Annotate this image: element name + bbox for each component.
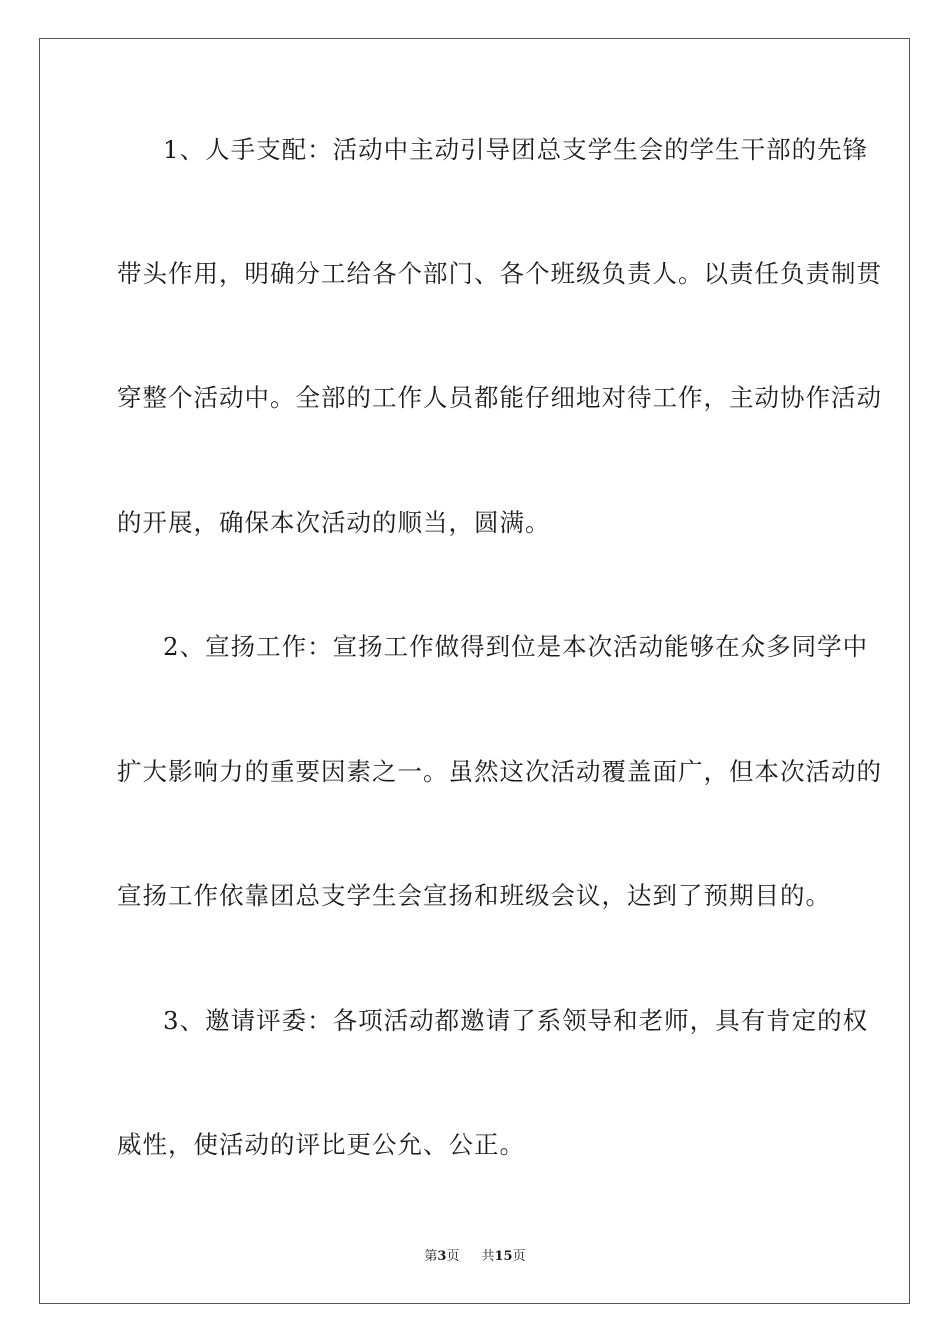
paragraph-3-line-2: 威性，使活动的评比更公允、公正。	[117, 1130, 525, 1159]
page-footer	[0, 1245, 950, 1264]
paragraph-1-line-3: 穿整个活动中。全部的工作人员都能仔细地对待工作，主动协作活动	[117, 383, 882, 412]
total-pages: 15	[494, 1249, 513, 1264]
paragraph-2-line-2: 扩大影响力的重要因素之一。虽然这次活动覆盖面广，但本次活动的	[117, 757, 882, 786]
paragraph-2-line-3: 宣扬工作依靠团总支学生会宣扬和班级会议，达到了预期目的。	[117, 881, 831, 910]
page-prefix: 第	[424, 1249, 438, 1264]
paragraph-1-line-1: 1、人手支配：活动中主动引导团总支学生会的学生干部的先锋	[163, 135, 869, 164]
page-border	[39, 38, 910, 1304]
paragraph-1-line-4: 的开展，确保本次活动的顺当，圆满。	[117, 508, 551, 537]
page-number: 3	[437, 1249, 447, 1264]
paragraph-3-line-1: 3、邀请评委：各项活动都邀请了系领导和老师，具有肯定的权	[163, 1006, 869, 1035]
total-prefix: 共	[481, 1249, 495, 1264]
total-suffix: 页	[512, 1249, 526, 1264]
page-suffix: 页	[446, 1249, 460, 1264]
paragraph-2-line-1: 2、宣扬工作：宣扬工作做得到位是本次活动能够在众多同学中	[163, 632, 869, 661]
paragraph-1-line-2: 带头作用，明确分工给各个部门、各个班级负责人。以责任负责制贯	[117, 259, 882, 288]
